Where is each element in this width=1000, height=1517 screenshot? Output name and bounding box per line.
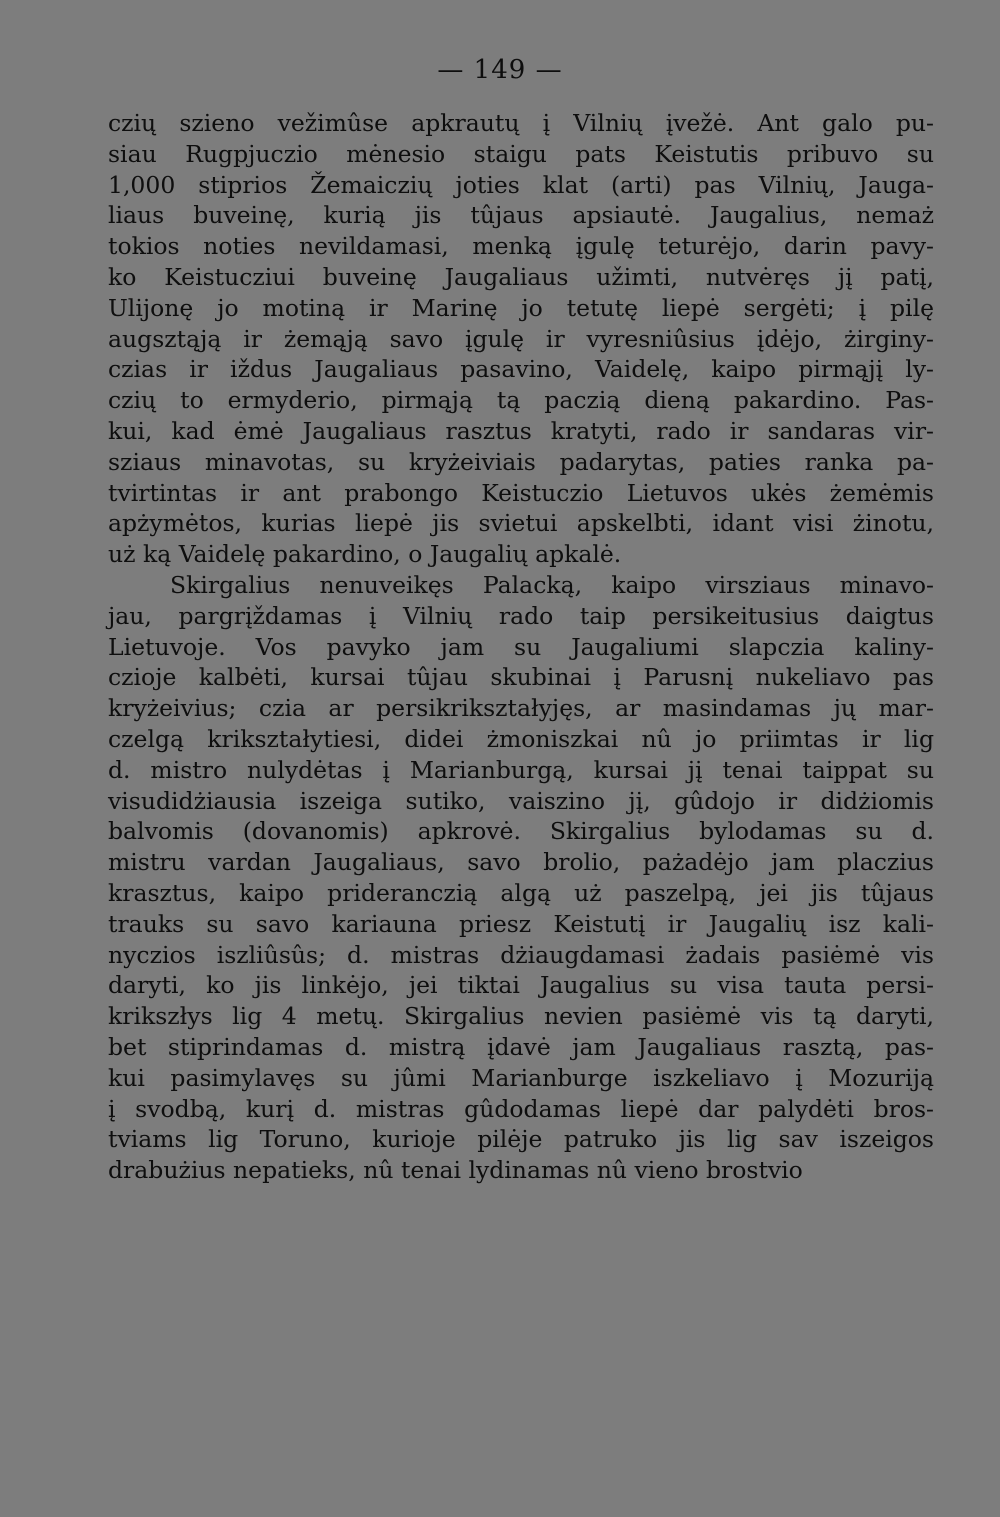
body-text bbox=[108, 108, 934, 1186]
text-line: trauks su savo kariauna priesz Keistutį ir Jaugalių isz kali- bbox=[108, 909, 934, 938]
text-line: kryżeivius; czia ar persikrikształyjęs, ar masindamas jų mar- bbox=[108, 694, 934, 723]
text-line: drabużius nepatieks, nû tenai lydinamas nû vieno brostvio bbox=[108, 1156, 803, 1185]
text-line: bet stiprindamas d. mistrą įdavė jam Jaugaliaus rasztą, pas- bbox=[108, 1032, 934, 1061]
text-line: czių to ermyderio, pirmąją tą paczią dieną pakardino. Pas- bbox=[108, 386, 934, 415]
text-line: kui, kad ėmė Jaugaliaus rasztus kratyti, rado ir sandaras vir- bbox=[108, 416, 934, 445]
text-line: į svodbą, kurį d. mistras gûdodamas liepė dar palydėti bros- bbox=[108, 1094, 934, 1123]
text-line: Ulijonę jo motiną ir Marinę jo tetutę liepė sergėti; į pilę bbox=[108, 293, 934, 322]
paragraph-2 bbox=[108, 570, 934, 1186]
text-line: Skirgalius nenuveikęs Palacką, kaipo virsziaus minavo- bbox=[170, 570, 934, 599]
text-line: siau Rugpjuczio mėnesio staigu pats Keistutis pribuvo su bbox=[108, 139, 934, 168]
text-line: czių szieno vežimûse apkrautų į Vilnių įvežė. Ant galo pu- bbox=[108, 109, 934, 137]
text-line: liaus buveinę, kurią jis tûjaus apsiautė. Jaugalius, nemaż bbox=[108, 201, 934, 230]
text-line: uż ką Vaidelę pakardino, o Jaugalių apkalė. bbox=[108, 540, 622, 569]
paragraph-1 bbox=[108, 108, 934, 570]
text-line: d. mistro nulydėtas į Marianburgą, kursai jį tenai taippat su bbox=[108, 755, 934, 784]
text-line: krasztus, kaipo prideranczią algą uż paszelpą, jei jis tûjaus bbox=[108, 878, 934, 907]
text-line: czias ir iždus Jaugaliaus pasavino, Vaidelę, kaipo pirmąjį ly- bbox=[108, 355, 934, 384]
page-number: — 149 — bbox=[437, 55, 563, 85]
text-line: czioje kalbėti, kursai tûjau skubinai į Parusnį nukeliavo pas bbox=[108, 663, 934, 692]
text-line: tokios noties nevildamasi, menką įgulę teturėjo, darin pavy- bbox=[108, 232, 934, 261]
text-line: apżymėtos, kurias liepė jis svietui apskelbti, idant visi żinotu, bbox=[108, 509, 934, 538]
text-line: Lietuvoje. Vos pavyko jam su Jaugaliumi slapczia kaliny- bbox=[108, 632, 934, 661]
text-line: nyczios iszliûsûs; d. mistras dżiaugdamasi żadais pasiėmė vis bbox=[108, 940, 934, 969]
text-line: augsztąją ir żemąją savo įgulę ir vyresniûsius įdėjo, żirginy- bbox=[108, 324, 934, 353]
text-line: ko Keistucziui buveinę Jaugaliaus užimti, nutvėręs jį patį, bbox=[108, 262, 934, 291]
text-line: visudidżiausia iszeiga sutiko, vaiszino jį, gûdojo ir didżiomis bbox=[108, 786, 934, 815]
text-line: balvomis (dovanomis) apkrovė. Skirgalius bylodamas su d. bbox=[108, 817, 934, 846]
text-line: tvirtintas ir ant prabongo Keistuczio Lietuvos ukės żemėmis bbox=[108, 478, 934, 507]
text-line: jau, pargrįždamas į Vilnių rado taip persikeitusius daigtus bbox=[108, 601, 934, 630]
text-line: 1,000 stiprios Žemaiczių joties klat (arti) pas Vilnių, Jauga- bbox=[108, 170, 934, 199]
text-line: sziaus minavotas, su kryżeiviais padarytas, paties ranka pa- bbox=[108, 447, 934, 476]
text-line: czelgą krikształytiesi, didei żmoniszkai nû jo priimtas ir lig bbox=[108, 724, 934, 753]
text-line: daryti, ko jis linkėjo, jei tiktai Jaugalius su visa tauta persi- bbox=[108, 971, 934, 1000]
text-line: tviams lig Toruno, kurioje pilėje patruko jis lig sav iszeigos bbox=[108, 1125, 934, 1154]
text-line: mistru vardan Jaugaliaus, savo brolio, pażadėjo jam placzius bbox=[108, 848, 934, 877]
text-line: kui pasimylavęs su jûmi Marianburge iszkeliavo į Mozuriją bbox=[108, 1063, 934, 1092]
text-line: krikszłys lig 4 metų. Skirgalius nevien pasiėmė vis tą daryti, bbox=[108, 1002, 934, 1031]
